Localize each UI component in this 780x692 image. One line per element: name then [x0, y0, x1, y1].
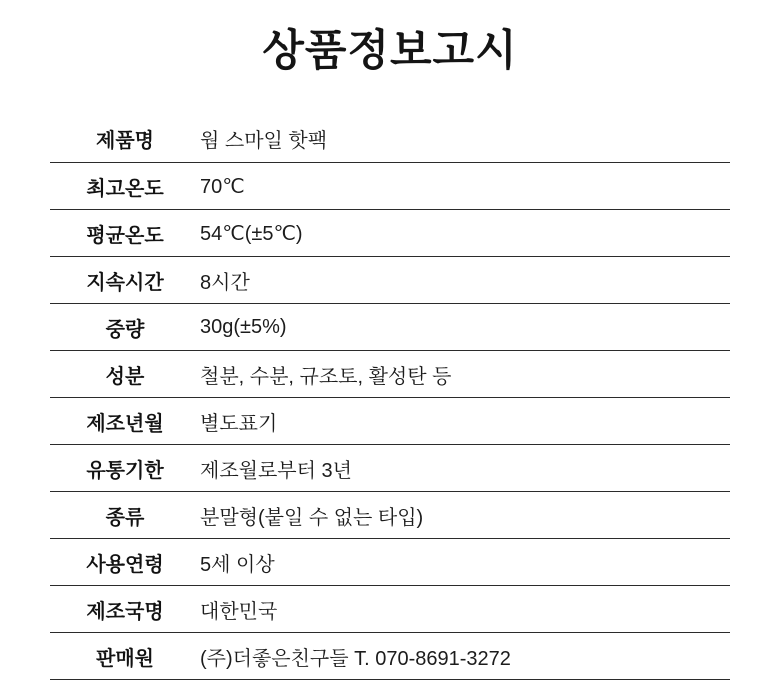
spec-value: (주)더좋은친구들 T. 070-8691-3272 [200, 633, 730, 680]
spec-label: 제조년월 [50, 398, 200, 445]
spec-label: 최고온도 [50, 163, 200, 210]
table-row [50, 586, 730, 633]
spec-label: 평균온도 [50, 210, 200, 257]
table-row [50, 398, 730, 445]
page-title: 상품정보고시 [262, 27, 518, 75]
table-row [50, 351, 730, 398]
product-spec-table-body [50, 116, 730, 680]
table-row [50, 304, 730, 351]
spec-value: 8시간 [200, 257, 730, 304]
spec-value: 철분, 수분, 규조토, 활성탄 등 [200, 351, 730, 398]
spec-value: 웜 스마일 핫팩 [200, 116, 730, 163]
spec-value: 70℃ [200, 163, 730, 210]
spec-value: 54℃(±5℃) [200, 210, 730, 257]
spec-value: 별도표기 [200, 398, 730, 445]
spec-value: 분말형(붙일 수 없는 타입) [200, 492, 730, 539]
spec-label: 종류 [50, 492, 200, 539]
spec-value: 5세 이상 [200, 539, 730, 586]
table-row [50, 257, 730, 304]
spec-label: 제품명 [50, 116, 200, 163]
spec-label: 성분 [50, 351, 200, 398]
table-row [50, 445, 730, 492]
product-spec-table [50, 116, 730, 681]
table-row [50, 539, 730, 586]
spec-value: 대한민국 [200, 586, 730, 633]
spec-label: 지속시간 [50, 257, 200, 304]
spec-label: 중량 [50, 304, 200, 351]
table-row [50, 116, 730, 163]
spec-label: 제조국명 [50, 586, 200, 633]
table-row [50, 492, 730, 539]
spec-label: 유통기한 [50, 445, 200, 492]
table-row [50, 163, 730, 210]
table-row [50, 210, 730, 257]
spec-value: 30g(±5%) [200, 304, 730, 351]
spec-label: 판매원 [50, 633, 200, 680]
spec-value: 제조월로부터 3년 [200, 445, 730, 492]
table-row [50, 633, 730, 680]
spec-label: 사용연령 [50, 539, 200, 586]
